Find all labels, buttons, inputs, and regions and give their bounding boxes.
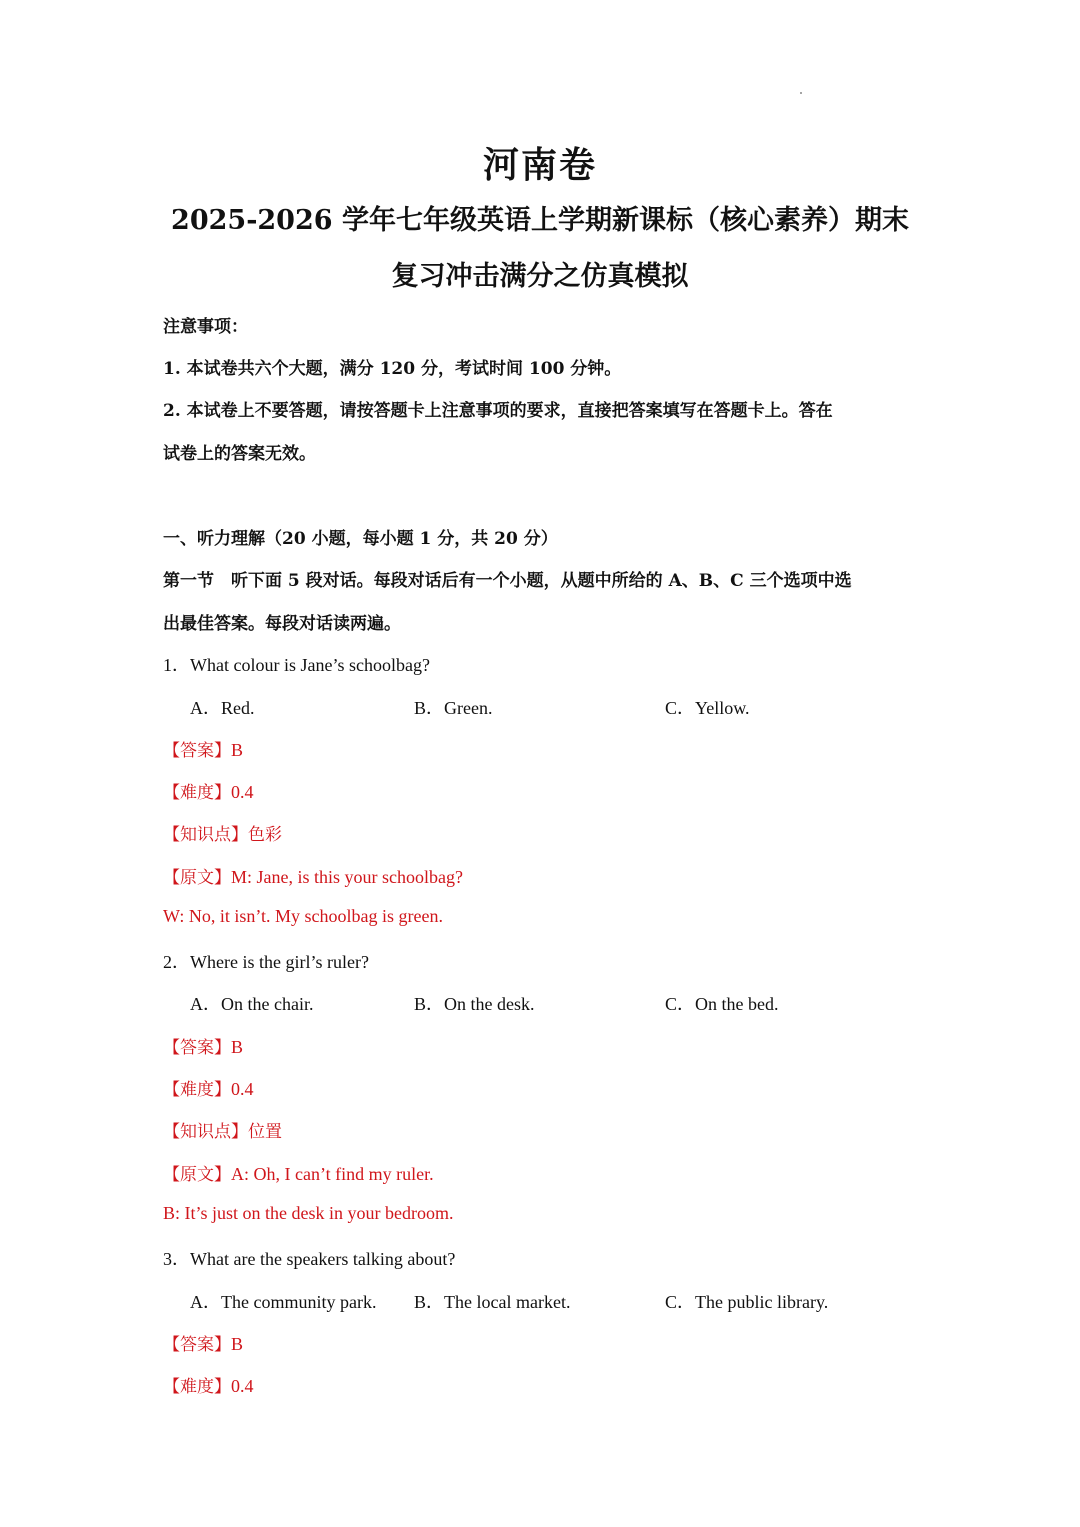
- question-3-answer: [163, 1330, 243, 1355]
- difficulty-label: 【难度】: [163, 783, 231, 803]
- difficulty-label: 【难度】: [163, 1377, 231, 1397]
- question-2-transcript: [163, 1160, 434, 1185]
- transcript-line-1: M: Jane, is this your schoolbag?: [231, 867, 463, 887]
- notice-heading: 注意事项：: [163, 317, 248, 337]
- page-title: 河南卷: [482, 144, 597, 186]
- question-1-answer: [163, 736, 243, 761]
- question-1-option-b: B．Green.: [414, 698, 493, 718]
- answer-value: B: [231, 740, 244, 760]
- question-1-transcript-line-2: W: No, it isn’t. My schoolbag is green.: [163, 906, 443, 926]
- answer-value: B: [231, 1037, 244, 1057]
- section-instructions-line-1: 第一节 听下面 5 段对话。每段对话后有一个小题，从题中所给的 A、B、C 三个选项中选: [163, 571, 852, 591]
- question-1-option-c: C．Yellow.: [665, 698, 750, 718]
- question-2-option-b: B．On the desk.: [414, 994, 535, 1014]
- question-3-stem: 3．What are the speakers talking about?: [163, 1249, 456, 1269]
- question-2-option-c: C．On the bed.: [665, 994, 779, 1014]
- answer-label: 【答案】: [163, 1038, 231, 1058]
- speck-mark: [800, 92, 802, 94]
- knowledge-label: 【知识点】: [163, 825, 248, 845]
- answer-label: 【答案】: [163, 1335, 231, 1355]
- subtitle-line-2: 复习冲击满分之仿真模拟: [391, 261, 689, 292]
- knowledge-value: 位置: [248, 1122, 282, 1142]
- difficulty-value: 0.4: [231, 1079, 254, 1099]
- section-heading: 一、听力理解（20 小题，每小题 1 分，共 20 分）: [163, 529, 558, 549]
- question-3-option-a: A．The community park.: [190, 1292, 377, 1312]
- question-1-transcript: [163, 863, 463, 888]
- transcript-label: 【原文】: [163, 868, 231, 888]
- question-3-option-c: C．The public library.: [665, 1292, 829, 1312]
- notice-item-1: 1. 本试卷共六个大题，满分 120 分，考试时间 100 分钟。: [163, 359, 622, 379]
- question-1-stem: 1．What colour is Jane’s schoolbag?: [163, 655, 430, 675]
- question-2-answer: [163, 1033, 243, 1058]
- answer-label: 【答案】: [163, 741, 231, 761]
- difficulty-value: 0.4: [231, 1376, 254, 1396]
- knowledge-label: 【知识点】: [163, 1122, 248, 1142]
- difficulty-value: 0.4: [231, 782, 254, 802]
- question-2-transcript-line-2: B: It’s just on the desk in your bedroom.: [163, 1203, 454, 1223]
- section-instructions-line-2: 出最佳答案。每段对话读两遍。: [163, 614, 401, 634]
- question-2-difficulty: [163, 1075, 254, 1100]
- notice-item-2-line-2: 试卷上的答案无效。: [163, 444, 316, 464]
- notice-item-2-line-1: 2. 本试卷上不要答题，请按答题卡上注意事项的要求，直接把答案填写在答题卡上。答在: [163, 401, 833, 421]
- question-3-option-b: B．The local market.: [414, 1292, 571, 1312]
- question-3-difficulty: [163, 1372, 254, 1397]
- question-1-difficulty: [163, 778, 254, 803]
- question-2-stem: 2．Where is the girl’s ruler?: [163, 952, 369, 972]
- question-2-knowledge: [163, 1117, 282, 1142]
- question-2-option-a: A．On the chair.: [190, 994, 314, 1014]
- knowledge-value: 色彩: [248, 825, 282, 845]
- question-1-option-a: A．Red.: [190, 698, 255, 718]
- subtitle-line-1: 2025-2026 学年七年级英语上学期新课标（核心素养）期末: [171, 205, 909, 236]
- difficulty-label: 【难度】: [163, 1080, 231, 1100]
- answer-value: B: [231, 1334, 244, 1354]
- transcript-line-1: A: Oh, I can’t find my ruler.: [231, 1164, 434, 1184]
- question-1-knowledge: [163, 820, 282, 845]
- transcript-label: 【原文】: [163, 1165, 231, 1185]
